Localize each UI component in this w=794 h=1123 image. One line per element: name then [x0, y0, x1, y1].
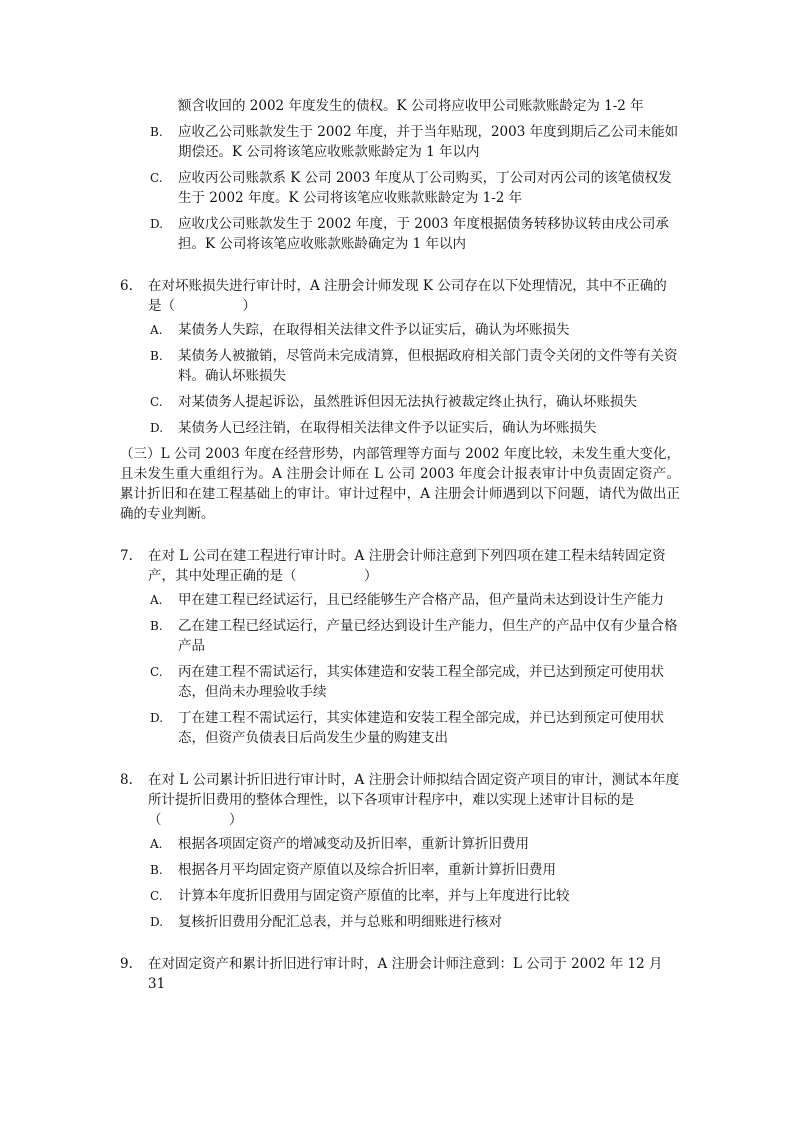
- question-7-stem-line: [120, 546, 680, 586]
- option-text: 根据各项固定资产的增减变动及折旧率，重新计算折旧费用: [178, 836, 529, 852]
- option-text: 计算本年度折旧费用与固定资产原值的比率，并与上年度进行比较: [178, 888, 570, 904]
- question-6: [120, 276, 680, 438]
- question-8-option-c: [120, 886, 680, 906]
- option-letter: D.: [150, 421, 164, 435]
- option-letter: C.: [150, 171, 163, 185]
- option-text: 乙在建工程已经试运行，产量已经达到设计生产能力，但生产的产品中仅有少量合格产品: [178, 618, 678, 654]
- option-text: 应收乙公司账款发生于 2002 年度，并于当年贴现，2003 年度到期后乙公司未能如期偿还。K 公司将该笔应收账款账龄定为 1 年以内: [178, 124, 679, 160]
- option-letter: A.: [150, 837, 163, 851]
- question-5-option-d: [120, 214, 680, 254]
- document-body: [120, 96, 680, 994]
- option-text: 根据各月平均固定资产原值以及综合折旧率，重新计算折旧费用: [178, 862, 556, 878]
- option-text: 对某债务人提起诉讼，虽然胜诉但因无法执行被裁定终止执行，确认坏账损失: [178, 394, 637, 410]
- question-7-option-b: [120, 616, 680, 656]
- option-letter: B.: [150, 619, 163, 633]
- option-letter: D.: [150, 711, 164, 725]
- question-7-option-a: [120, 590, 680, 610]
- option-letter: C.: [150, 395, 163, 409]
- question-stem: 在对 L 公司累计折旧进行审计时，A 注册会计师拟结合固定资产项目的审计，测试本年度所计提折旧费用的整体合理性，以下各项审计程序中，难以实现上述审计目标的是（ ）: [148, 772, 680, 828]
- question-stem: 在对 L 公司在建工程进行审计时。A 注册会计师注意到下列四项在建工程未结转固定资产，其中处理正确的是（ ）: [148, 548, 666, 584]
- question-number: 9.: [120, 956, 133, 972]
- question-8-option-a: [120, 834, 680, 854]
- question-stem: 在对固定资产和累计折旧进行审计时，A 注册会计师注意到：L 公司于 2002 年 12 月 31: [148, 956, 663, 992]
- option-text: 丙在建工程不需试运行，其实体建造和安装工程全部完成，并已达到预定可使用状态，但尚未办理验收手续: [178, 664, 664, 700]
- question-5-option-c: [120, 168, 680, 208]
- option-letter: A.: [150, 593, 163, 607]
- option-text: 某债务人被撤销，尽管尚未完成清算，但根据政府相关部门责令关闭的文件等有关资料。确认坏账损失: [178, 348, 678, 384]
- question-6-option-d: [120, 418, 680, 438]
- question-number: 8.: [120, 772, 133, 788]
- option-letter: D.: [150, 217, 164, 231]
- option-text: 某债务人失踪，在取得相关法律文件予以证实后，确认为坏账损失: [178, 322, 570, 338]
- question-6-option-c: [120, 392, 680, 412]
- option-text: 复核折旧费用分配汇总表，并与总账和明细账进行核对: [178, 914, 502, 930]
- option-letter: B.: [150, 863, 163, 877]
- question-stem: 在对坏账损失进行审计时，A 注册会计师发现 K 公司存在以下处理情况，其中不正确的是（ ）: [148, 278, 667, 314]
- option-letter: C.: [150, 665, 163, 679]
- option-text: 某债务人已经注销，在取得相关法律文件予以证实后，确认为坏账损失: [178, 420, 597, 436]
- question-8: [120, 770, 680, 932]
- option-letter: D.: [150, 915, 164, 929]
- question-7-option-d: [120, 708, 680, 748]
- question-6-option-b: [120, 346, 680, 386]
- question-5-option-a-continuation: 额含收回的 2002 年度发生的债权。K 公司将应收甲公司账款账龄定为 1-2 年: [178, 98, 644, 114]
- option-text: 应收丙公司账款系 K 公司 2003 年度从丁公司购买，丁公司对丙公司的该笔债权发生于 2002 年度。K 公司将该笔应收账款账龄定为 1-2 年: [178, 170, 672, 206]
- option-letter: A.: [150, 323, 163, 337]
- option-letter: B.: [150, 125, 163, 139]
- question-number: 6.: [120, 278, 133, 294]
- question-9: [120, 954, 680, 994]
- option-text: 丁在建工程不需试运行，其实体建造和安装工程全部完成，并已达到预定可使用状态，但资产负债表日后尚发生少量的购建支出: [178, 710, 664, 746]
- question-8-option-b: [120, 860, 680, 880]
- question-9-stem-line: [120, 954, 680, 994]
- question-5-options: [120, 122, 680, 254]
- option-letter: B.: [150, 349, 163, 363]
- question-8-stem-line: [120, 770, 680, 830]
- section-3-intro: （三）L 公司 2003 年度在经营形势，内部管理等方面与 2002 年度比较，未发生重大变化，且未发生重大重组行为。A 注册会计师在 L 公司 2003 年度会计报表审计中负责固定资产。累计折旧和在建工程基础上的审计。审计过程中，A 注册会计师遇到以下问题，请代为做出正确的专业判断。: [120, 446, 680, 522]
- question-7-option-c: [120, 662, 680, 702]
- question-number: 7.: [120, 548, 133, 564]
- option-text: 应收戊公司账款发生于 2002 年度，于 2003 年度根据债务转移协议转由戌公司承担。K 公司将该笔应收账款账龄确定为 1 年以内: [178, 216, 669, 252]
- question-5-option-b: [120, 122, 680, 162]
- question-6-stem-line: [120, 276, 680, 316]
- question-6-option-a: [120, 320, 680, 340]
- question-8-option-d: [120, 912, 680, 932]
- option-letter: C.: [150, 889, 163, 903]
- question-7: [120, 546, 680, 748]
- option-text: 甲在建工程已经试运行，且已经能够生产合格产品，但产量尚未达到设计生产能力: [178, 592, 664, 608]
